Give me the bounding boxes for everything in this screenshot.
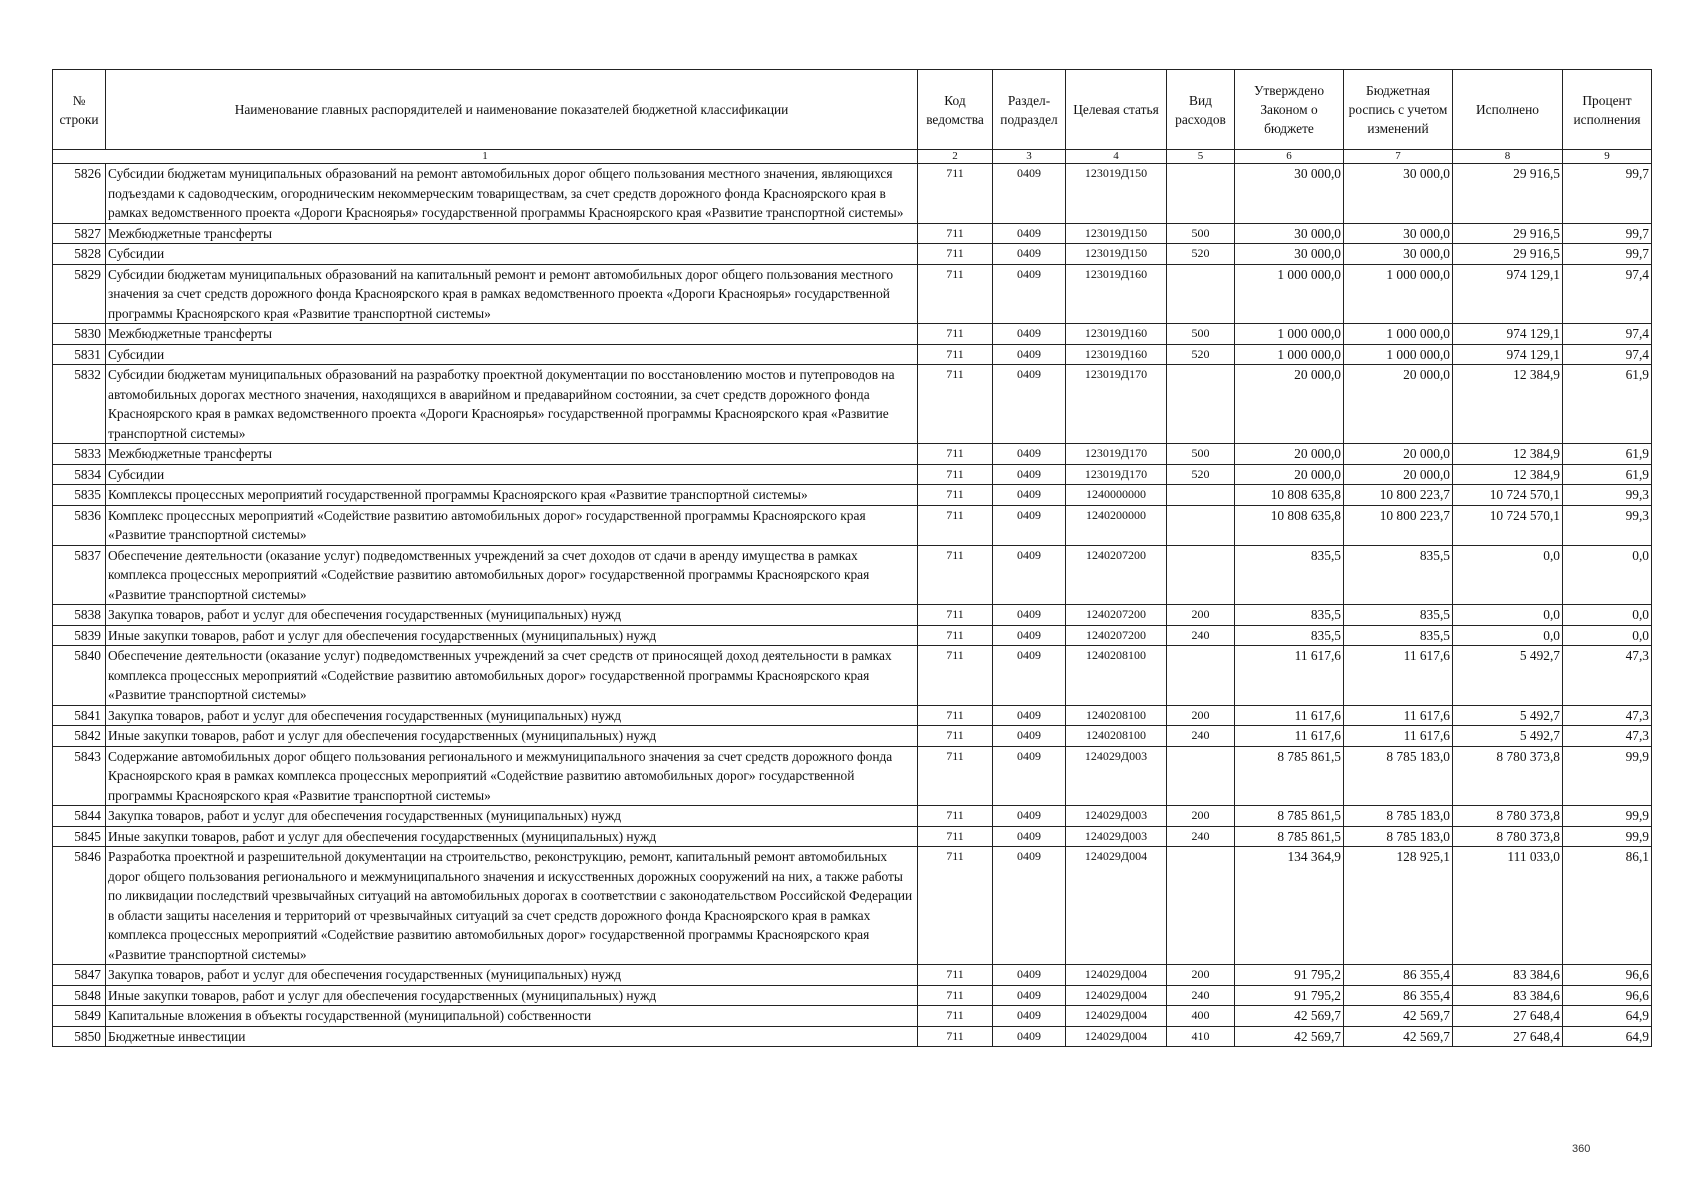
row-name: Комплекс процессных мероприятий «Содействие развитию автомобильных дорог» государственной программы Красноярского края «Развитие транспортной системы» [106,505,918,545]
expense-type [1167,545,1235,605]
executed-amount: 0,0 [1453,625,1563,646]
row-name: Иные закупки товаров, работ и услуг для обеспечения государственных (муниципальных) нужд [106,726,918,747]
row-name: Иные закупки товаров, работ и услуг для обеспечения государственных (муниципальных) нужд [106,985,918,1006]
section-code: 0409 [993,726,1066,747]
department-code: 711 [918,646,993,706]
approved-amount: 835,5 [1235,625,1344,646]
approved-amount: 11 617,6 [1235,705,1344,726]
approved-amount: 30 000,0 [1235,223,1344,244]
row-name: Субсидии [106,344,918,365]
budget-schedule-amount: 835,5 [1344,605,1453,626]
approved-amount: 30 000,0 [1235,244,1344,265]
row-name: Капитальные вложения в объекты государственной (муниципальной) собственности [106,1006,918,1027]
executed-amount: 10 724 570,1 [1453,485,1563,506]
table-row [53,244,1652,265]
department-code: 711 [918,605,993,626]
approved-amount: 835,5 [1235,545,1344,605]
department-code: 711 [918,324,993,345]
approved-amount: 8 785 861,5 [1235,826,1344,847]
row-number: 5840 [53,646,106,706]
budget-schedule-amount: 11 617,6 [1344,646,1453,706]
row-name: Закупка товаров, работ и услуг для обеспечения государственных (муниципальных) нужд [106,605,918,626]
execution-percent: 97,4 [1563,324,1652,345]
executed-amount: 12 384,9 [1453,464,1563,485]
table-row [53,164,1652,224]
target-article: 1240208100 [1066,646,1167,706]
target-article: 1240000000 [1066,485,1167,506]
expense-type: 200 [1167,806,1235,827]
target-article: 1240200000 [1066,505,1167,545]
target-article: 123019Д150 [1066,164,1167,224]
section-code: 0409 [993,746,1066,806]
department-code: 711 [918,485,993,506]
row-number: 5837 [53,545,106,605]
section-code: 0409 [993,505,1066,545]
row-number: 5843 [53,746,106,806]
execution-percent: 99,9 [1563,826,1652,847]
expense-type: 400 [1167,1006,1235,1027]
expense-type: 520 [1167,464,1235,485]
executed-amount: 29 916,5 [1453,223,1563,244]
department-code: 711 [918,985,993,1006]
table-row [53,605,1652,626]
target-article: 123019Д170 [1066,444,1167,465]
row-number: 5845 [53,826,106,847]
target-article: 1240208100 [1066,726,1167,747]
section-code: 0409 [993,444,1066,465]
expense-type: 410 [1167,1026,1235,1047]
expense-type [1167,365,1235,444]
expense-type [1167,485,1235,506]
header-row [53,70,1652,150]
table-row [53,646,1652,706]
budget-schedule-amount: 20 000,0 [1344,365,1453,444]
table-row [53,365,1652,444]
department-code: 711 [918,545,993,605]
expense-type: 200 [1167,605,1235,626]
budget-schedule-amount: 1 000 000,0 [1344,344,1453,365]
department-code: 711 [918,847,993,965]
expense-type [1167,505,1235,545]
executed-amount: 8 780 373,8 [1453,806,1563,827]
executed-amount: 12 384,9 [1453,444,1563,465]
expense-type [1167,264,1235,324]
row-name: Субсидии [106,464,918,485]
department-code: 711 [918,705,993,726]
approved-amount: 1 000 000,0 [1235,344,1344,365]
row-number: 5831 [53,344,106,365]
target-article: 1240207200 [1066,545,1167,605]
approved-amount: 134 364,9 [1235,847,1344,965]
budget-schedule-amount: 20 000,0 [1344,444,1453,465]
executed-amount: 83 384,6 [1453,985,1563,1006]
target-article: 123019Д150 [1066,244,1167,265]
approved-amount: 11 617,6 [1235,646,1344,706]
execution-percent: 47,3 [1563,726,1652,747]
approved-amount: 42 569,7 [1235,1026,1344,1047]
row-number: 5826 [53,164,106,224]
row-name: Закупка товаров, работ и услуг для обеспечения государственных (муниципальных) нужд [106,705,918,726]
budget-schedule-amount: 835,5 [1344,625,1453,646]
budget-schedule-amount: 30 000,0 [1344,164,1453,224]
executed-amount: 0,0 [1453,545,1563,605]
department-code: 711 [918,365,993,444]
row-name: Субсидии [106,244,918,265]
execution-percent: 96,6 [1563,965,1652,986]
table-row [53,344,1652,365]
expense-type [1167,746,1235,806]
approved-amount: 1 000 000,0 [1235,264,1344,324]
section-code: 0409 [993,1026,1066,1047]
approved-amount: 20 000,0 [1235,365,1344,444]
header-target-article: Целевая статья [1066,70,1167,150]
target-article: 124029Д003 [1066,746,1167,806]
executed-amount: 10 724 570,1 [1453,505,1563,545]
header-row-number: № строки [53,70,106,150]
section-code: 0409 [993,806,1066,827]
expense-type [1167,646,1235,706]
table-row [53,545,1652,605]
row-number: 5844 [53,806,106,827]
executed-amount: 8 780 373,8 [1453,826,1563,847]
section-code: 0409 [993,705,1066,726]
row-name: Содержание автомобильных дорог общего пользования регионального и межмуниципального значения за счет средств дорожного фонда Красноярского края в рамках комплекса процессных мероприятий «Содействие развитию автомобильных дорог» государственной программы Красноярского края «Развитие транспортной системы» [106,746,918,806]
budget-schedule-amount: 10 800 223,7 [1344,485,1453,506]
expense-type: 520 [1167,244,1235,265]
execution-percent: 61,9 [1563,365,1652,444]
section-code: 0409 [993,625,1066,646]
execution-percent: 99,3 [1563,505,1652,545]
execution-percent: 0,0 [1563,625,1652,646]
expense-type: 240 [1167,985,1235,1006]
section-code: 0409 [993,646,1066,706]
approved-amount: 20 000,0 [1235,464,1344,485]
row-number: 5830 [53,324,106,345]
execution-percent: 97,4 [1563,344,1652,365]
executed-amount: 5 492,7 [1453,705,1563,726]
table-row [53,746,1652,806]
row-name: Иные закупки товаров, работ и услуг для обеспечения государственных (муниципальных) нужд [106,826,918,847]
header-executed: Исполнено [1453,70,1563,150]
table-row [53,1006,1652,1027]
column-number: 3 [993,150,1066,164]
table-row [53,444,1652,465]
column-number-row [53,150,1652,164]
row-number: 5829 [53,264,106,324]
row-name: Субсидии бюджетам муниципальных образований на разработку проектной документации по восстановлению мостов и путепроводов на автомобильных дорогах местного значения, находящихся в аварийном и предаварийном состоянии, за счет средств дорожного фонда Красноярского края в рамках ведомственного проекта «Дороги Красноярья» государственной программы Красноярского края «Развитие транспортной системы» [106,365,918,444]
target-article: 123019Д150 [1066,223,1167,244]
execution-percent: 47,3 [1563,646,1652,706]
expense-type: 240 [1167,625,1235,646]
target-article: 1240208100 [1066,705,1167,726]
section-code: 0409 [993,965,1066,986]
table-row [53,1026,1652,1047]
executed-amount: 974 129,1 [1453,344,1563,365]
budget-schedule-amount: 8 785 183,0 [1344,806,1453,827]
row-number: 5842 [53,726,106,747]
table-row [53,985,1652,1006]
section-code: 0409 [993,223,1066,244]
executed-amount: 5 492,7 [1453,646,1563,706]
column-number: 8 [1453,150,1563,164]
expense-type: 500 [1167,444,1235,465]
row-number: 5849 [53,1006,106,1027]
table-row [53,324,1652,345]
expense-type: 500 [1167,324,1235,345]
table-row [53,264,1652,324]
budget-schedule-amount: 11 617,6 [1344,726,1453,747]
table-body [53,164,1652,1047]
table-row [53,505,1652,545]
row-name: Субсидии бюджетам муниципальных образований на ремонт автомобильных дорог общего пользования местного значения, являющихся подъездами к садоводческим, огородническим некоммерческим товариществам, за счет средств дорожного фонда Красноярского края в рамках ведомственного проекта «Дороги Красноярья» государственной программы Красноярского края «Развитие транспортной системы» [106,164,918,224]
approved-amount: 42 569,7 [1235,1006,1344,1027]
target-article: 124029Д004 [1066,965,1167,986]
section-code: 0409 [993,985,1066,1006]
department-code: 711 [918,965,993,986]
budget-schedule-amount: 30 000,0 [1344,244,1453,265]
table-row [53,705,1652,726]
table-row [53,464,1652,485]
approved-amount: 30 000,0 [1235,164,1344,224]
approved-amount: 10 808 635,8 [1235,505,1344,545]
executed-amount: 27 648,4 [1453,1006,1563,1027]
target-article: 124029Д004 [1066,985,1167,1006]
executed-amount: 83 384,6 [1453,965,1563,986]
expense-type: 200 [1167,705,1235,726]
execution-percent: 99,7 [1563,223,1652,244]
budget-schedule-amount: 8 785 183,0 [1344,746,1453,806]
department-code: 711 [918,826,993,847]
row-name: Бюджетные инвестиции [106,1026,918,1047]
row-number: 5834 [53,464,106,485]
row-name: Разработка проектной и разрешительной документации на строительство, реконструкцию, ремонт, капитальный ремонт автомобильных дорог общего пользования регионального и межмуниципального значения и искусственных дорожных сооружений на них, а также работы по ликвидации последствий чрезвычайных ситуаций на автомобильных дорогах в соответствии с законодательством Российской Федерации в области защиты населения и территорий от чрезвычайных ситуаций за счет средств дорожного фонда Красноярского края в рамках комплекса процессных мероприятий «Содействие развитию автомобильных дорог» государственной программы Красноярского края «Развитие транспортной системы» [106,847,918,965]
department-code: 711 [918,464,993,485]
column-number: 6 [1235,150,1344,164]
department-code: 711 [918,625,993,646]
executed-amount: 974 129,1 [1453,264,1563,324]
row-number: 5833 [53,444,106,465]
budget-schedule-amount: 1 000 000,0 [1344,264,1453,324]
table-row [53,625,1652,646]
table-row [53,726,1652,747]
target-article: 123019Д170 [1066,365,1167,444]
section-code: 0409 [993,605,1066,626]
budget-schedule-amount: 8 785 183,0 [1344,826,1453,847]
execution-percent: 47,3 [1563,705,1652,726]
column-number: 5 [1167,150,1235,164]
row-number: 5832 [53,365,106,444]
execution-percent: 97,4 [1563,264,1652,324]
row-number: 5827 [53,223,106,244]
row-name: Закупка товаров, работ и услуг для обеспечения государственных (муниципальных) нужд [106,806,918,827]
target-article: 124029Д004 [1066,847,1167,965]
execution-percent: 99,3 [1563,485,1652,506]
executed-amount: 5 492,7 [1453,726,1563,747]
row-name: Межбюджетные трансферты [106,223,918,244]
budget-execution-table [52,69,1652,1047]
budget-schedule-amount: 835,5 [1344,545,1453,605]
expense-type: 240 [1167,726,1235,747]
row-number: 5841 [53,705,106,726]
approved-amount: 91 795,2 [1235,965,1344,986]
row-number: 5835 [53,485,106,506]
budget-schedule-amount: 86 355,4 [1344,985,1453,1006]
column-number: 9 [1563,150,1652,164]
department-code: 711 [918,806,993,827]
department-code: 711 [918,344,993,365]
approved-amount: 1 000 000,0 [1235,324,1344,345]
expense-type: 500 [1167,223,1235,244]
budget-schedule-amount: 42 569,7 [1344,1006,1453,1027]
target-article: 123019Д160 [1066,344,1167,365]
section-code: 0409 [993,1006,1066,1027]
row-number: 5848 [53,985,106,1006]
budget-schedule-amount: 42 569,7 [1344,1026,1453,1047]
row-number: 5838 [53,605,106,626]
budget-schedule-amount: 11 617,6 [1344,705,1453,726]
section-code: 0409 [993,244,1066,265]
department-code: 711 [918,223,993,244]
execution-percent: 64,9 [1563,1006,1652,1027]
row-name: Субсидии бюджетам муниципальных образований на капитальный ремонт и ремонт автомобильных дорог общего пользования местного значения за счет средств дорожного фонда Красноярского края в рамках ведомственного проекта «Дороги Красноярья» государственной программы Красноярского края «Развитие транспортной системы» [106,264,918,324]
execution-percent: 61,9 [1563,444,1652,465]
table-row [53,826,1652,847]
section-code: 0409 [993,464,1066,485]
header-section: Раздел-подраздел [993,70,1066,150]
expense-type [1167,847,1235,965]
department-code: 711 [918,1006,993,1027]
department-code: 711 [918,244,993,265]
header-expense-type: Вид расходов [1167,70,1235,150]
approved-amount: 8 785 861,5 [1235,806,1344,827]
table-row [53,965,1652,986]
execution-percent: 0,0 [1563,605,1652,626]
executed-amount: 8 780 373,8 [1453,746,1563,806]
budget-schedule-amount: 30 000,0 [1344,223,1453,244]
execution-percent: 96,6 [1563,985,1652,1006]
row-number: 5850 [53,1026,106,1047]
execution-percent: 99,7 [1563,164,1652,224]
execution-percent: 99,9 [1563,806,1652,827]
column-number: 7 [1344,150,1453,164]
approved-amount: 91 795,2 [1235,985,1344,1006]
department-code: 711 [918,746,993,806]
approved-amount: 835,5 [1235,605,1344,626]
target-article: 123019Д160 [1066,264,1167,324]
row-name: Обеспечение деятельности (оказание услуг) подведомственных учреждений за счет доходов от сдачи в аренду имущества в рамках комплекса процессных мероприятий «Содействие развитию автомобильных дорог» государственной программы Красноярского края «Развитие транспортной системы» [106,545,918,605]
target-article: 124029Д003 [1066,806,1167,827]
target-article: 123019Д170 [1066,464,1167,485]
row-number: 5828 [53,244,106,265]
approved-amount: 20 000,0 [1235,444,1344,465]
column-number: 1 [53,150,918,164]
row-name: Межбюджетные трансферты [106,444,918,465]
table-row [53,806,1652,827]
executed-amount: 27 648,4 [1453,1026,1563,1047]
expense-type [1167,164,1235,224]
section-code: 0409 [993,826,1066,847]
approved-amount: 11 617,6 [1235,726,1344,747]
section-code: 0409 [993,365,1066,444]
department-code: 711 [918,1026,993,1047]
section-code: 0409 [993,164,1066,224]
row-name: Иные закупки товаров, работ и услуг для обеспечения государственных (муниципальных) нужд [106,625,918,646]
execution-percent: 61,9 [1563,464,1652,485]
department-code: 711 [918,164,993,224]
department-code: 711 [918,505,993,545]
expense-type: 200 [1167,965,1235,986]
row-number: 5836 [53,505,106,545]
budget-schedule-amount: 86 355,4 [1344,965,1453,986]
header-department-code: Код ведомства [918,70,993,150]
executed-amount: 29 916,5 [1453,164,1563,224]
executed-amount: 111 033,0 [1453,847,1563,965]
row-name: Закупка товаров, работ и услуг для обеспечения государственных (муниципальных) нужд [106,965,918,986]
header-budget-schedule: Бюджетная роспись с учетом изменений [1344,70,1453,150]
executed-amount: 29 916,5 [1453,244,1563,265]
budget-schedule-amount: 128 925,1 [1344,847,1453,965]
execution-percent: 64,9 [1563,1026,1652,1047]
row-number: 5839 [53,625,106,646]
expense-type: 520 [1167,344,1235,365]
column-number: 4 [1066,150,1167,164]
execution-percent: 0,0 [1563,545,1652,605]
section-code: 0409 [993,545,1066,605]
header-approved: Утверждено Законом о бюджете [1235,70,1344,150]
department-code: 711 [918,444,993,465]
section-code: 0409 [993,847,1066,965]
department-code: 711 [918,264,993,324]
executed-amount: 0,0 [1453,605,1563,626]
execution-percent: 99,7 [1563,244,1652,265]
target-article: 124029Д004 [1066,1026,1167,1047]
expense-type: 240 [1167,826,1235,847]
department-code: 711 [918,726,993,747]
page-number: 360 [1572,1143,1591,1155]
execution-percent: 86,1 [1563,847,1652,965]
header-percent: Процент исполнения [1563,70,1652,150]
row-number: 5847 [53,965,106,986]
header-name: Наименование главных распорядителей и наименование показателей бюджетной классификации [106,70,918,150]
column-number: 2 [918,150,993,164]
budget-schedule-amount: 1 000 000,0 [1344,324,1453,345]
execution-percent: 99,9 [1563,746,1652,806]
section-code: 0409 [993,264,1066,324]
row-name: Комплексы процессных мероприятий государственной программы Красноярского края «Развитие транспортной системы» [106,485,918,506]
target-article: 124029Д004 [1066,1006,1167,1027]
executed-amount: 974 129,1 [1453,324,1563,345]
budget-schedule-amount: 10 800 223,7 [1344,505,1453,545]
budget-schedule-amount: 20 000,0 [1344,464,1453,485]
section-code: 0409 [993,344,1066,365]
section-code: 0409 [993,324,1066,345]
approved-amount: 8 785 861,5 [1235,746,1344,806]
table-row [53,223,1652,244]
target-article: 124029Д003 [1066,826,1167,847]
row-number: 5846 [53,847,106,965]
row-name: Межбюджетные трансферты [106,324,918,345]
table-row [53,847,1652,965]
section-code: 0409 [993,485,1066,506]
executed-amount: 12 384,9 [1453,365,1563,444]
row-name: Обеспечение деятельности (оказание услуг) подведомственных учреждений за счет средств от приносящей доход деятельности в рамках комплекса процессных мероприятий «Содействие развитию автомобильных дорог» государственной программы Красноярского края «Развитие транспортной системы» [106,646,918,706]
target-article: 1240207200 [1066,625,1167,646]
approved-amount: 10 808 635,8 [1235,485,1344,506]
table-row [53,485,1652,506]
target-article: 123019Д160 [1066,324,1167,345]
target-article: 1240207200 [1066,605,1167,626]
